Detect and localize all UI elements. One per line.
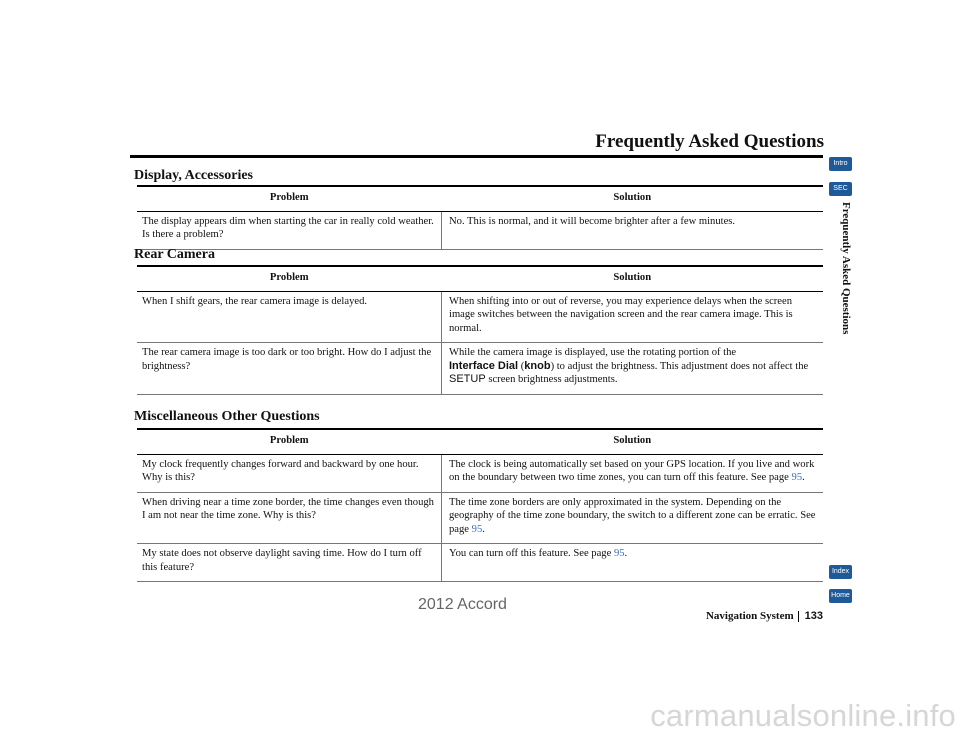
- problem-cell: My state does not observe daylight saving time. How do I turn off this feature?: [137, 544, 442, 582]
- solution-cell: No. This is normal, and it will become brighter after a few minutes.: [442, 211, 824, 249]
- solution-text: You can turn off this feature. See page: [449, 548, 614, 559]
- page-link[interactable]: 95: [791, 472, 803, 483]
- column-header-solution: Solution: [442, 186, 824, 211]
- page-link[interactable]: 95: [471, 523, 483, 535]
- faq-table-misc: [137, 428, 823, 582]
- solution-text: .: [624, 548, 628, 559]
- problem-cell: When driving near a time zone border, the time changes even though I am not near the time zone. Why is this?: [137, 492, 442, 544]
- column-header-problem: Problem: [137, 429, 442, 454]
- solution-text: .: [482, 523, 485, 535]
- column-header-problem: Problem: [137, 186, 442, 211]
- section-title-rear-camera: Rear Camera: [134, 247, 215, 262]
- problem-cell: When I shift gears, the rear camera image is delayed.: [137, 291, 442, 343]
- table-row: [137, 291, 823, 343]
- interface-dial-term: Interface Dial: [449, 359, 519, 372]
- knob-term: knob: [524, 359, 551, 372]
- page-title: Frequently Asked Questions: [595, 131, 824, 152]
- solution-cell: When shifting into or out of reverse, you may experience delays when the screen image switches between the navigation screen and the rear camera image. This is normal.: [442, 291, 824, 343]
- problem-cell: My clock frequently changes forward and backward by one hour. Why is this?: [137, 454, 442, 492]
- setup-term: SETUP: [449, 373, 486, 385]
- solution-cell: [442, 492, 824, 544]
- solution-text: (: [518, 360, 525, 372]
- home-tab[interactable]: Home: [829, 589, 852, 603]
- solution-text: ) to adjust the brightness. This adjustment does not affect the: [550, 360, 809, 372]
- sec-tab[interactable]: SEC: [829, 182, 852, 196]
- site-watermark: carmanualsonline.info: [650, 698, 956, 733]
- footer: [706, 610, 823, 622]
- footer-separator: [798, 611, 799, 622]
- table-row: [137, 544, 823, 582]
- section-title-misc: Miscellaneous Other Questions: [134, 409, 320, 424]
- table-row: [137, 454, 823, 492]
- solution-cell: [442, 544, 824, 582]
- solution-cell: [442, 343, 824, 395]
- table-row: [137, 211, 823, 249]
- table-row: [137, 343, 823, 395]
- problem-cell: The display appears dim when starting the car in really cold weather. Is there a problem?: [137, 211, 442, 249]
- footer-book-title: Navigation System: [705, 610, 794, 622]
- model-watermark: 2012 Accord: [418, 596, 507, 613]
- section-title-display: Display, Accessories: [134, 168, 253, 183]
- solution-text: The clock is being automatically set based on your GPS location. If you live and work on the boundary between two time zones, you can turn off this feature. See page: [449, 458, 815, 483]
- column-header-solution: Solution: [442, 429, 824, 454]
- solution-text: While the camera image is displayed, use the rotating portion of the: [449, 347, 737, 358]
- problem-cell: The rear camera image is too dark or too bright. How do I adjust the brightness?: [137, 343, 442, 395]
- solution-text: .: [802, 472, 805, 483]
- intro-tab[interactable]: Intro: [829, 157, 852, 171]
- page-number: 133: [804, 610, 823, 622]
- page-link[interactable]: 95: [613, 548, 625, 559]
- title-rule: [130, 155, 823, 158]
- faq-table-rear-camera: [137, 265, 823, 395]
- solution-text: The time zone borders are only approximated in the system. Depending on the geography of the time zone boundary, the switch to a different zone can be erratic. See page: [449, 496, 816, 535]
- column-header-solution: Solution: [442, 266, 824, 291]
- table-row: [137, 492, 823, 544]
- solution-text: screen brightness adjustments.: [485, 374, 618, 385]
- section-side-label: Frequently Asked Questions: [840, 202, 852, 335]
- index-tab[interactable]: Index: [829, 565, 852, 579]
- solution-cell: [442, 454, 824, 492]
- faq-table-display: [137, 185, 823, 250]
- column-header-problem: Problem: [137, 266, 442, 291]
